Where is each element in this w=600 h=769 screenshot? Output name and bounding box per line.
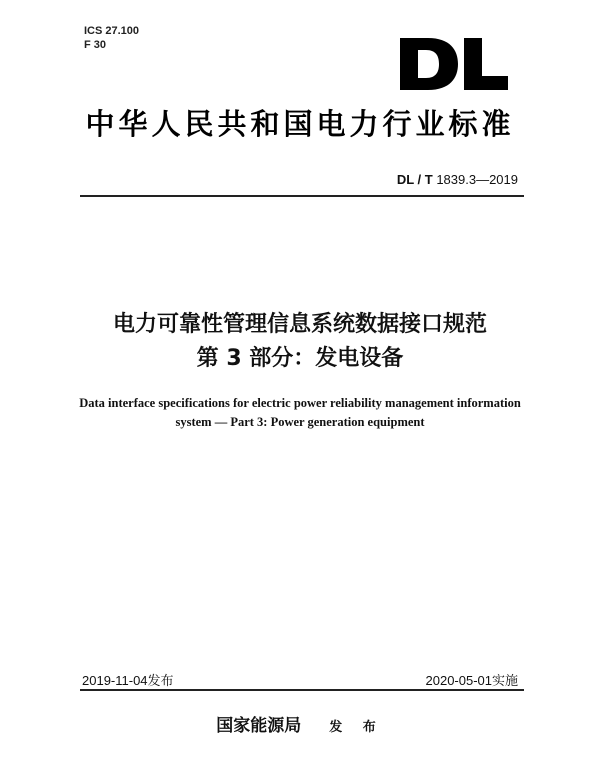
title-en bbox=[0, 394, 600, 432]
dl-logo bbox=[398, 36, 510, 92]
bottom-divider bbox=[80, 689, 524, 691]
implement-date: 2020-05-01实施 bbox=[425, 673, 518, 688]
publisher-name: 国家能源局 bbox=[216, 716, 302, 736]
title-en-line2: system — Part 3: Power generation equipment bbox=[175, 415, 425, 429]
issue-date: 2019-11-04发布 bbox=[82, 673, 174, 688]
standard-prefix: DL / T bbox=[396, 172, 433, 187]
title-cn-line1: 电力可靠性管理信息系统数据接口规范 bbox=[112, 312, 487, 337]
title-cn-line2: 第 3 部分：发电设备 bbox=[196, 346, 404, 371]
standard-code: 1839.3—2019 bbox=[436, 172, 518, 187]
org-title: 中华人民共和国电力行业标准 bbox=[85, 107, 515, 141]
top-divider bbox=[80, 195, 524, 197]
title-en-line1: Data interface specifications for electric power reliability management information bbox=[79, 396, 521, 410]
dl-logo-d bbox=[400, 38, 458, 90]
publisher-action: 发 布 bbox=[329, 720, 384, 735]
dl-logo-l bbox=[464, 38, 508, 90]
ics-code: ICS 27.100 bbox=[84, 25, 140, 37]
classification-codes bbox=[84, 24, 139, 52]
publisher bbox=[0, 711, 600, 736]
standard-number bbox=[397, 172, 518, 187]
ccs-code: F 30 bbox=[84, 39, 107, 51]
